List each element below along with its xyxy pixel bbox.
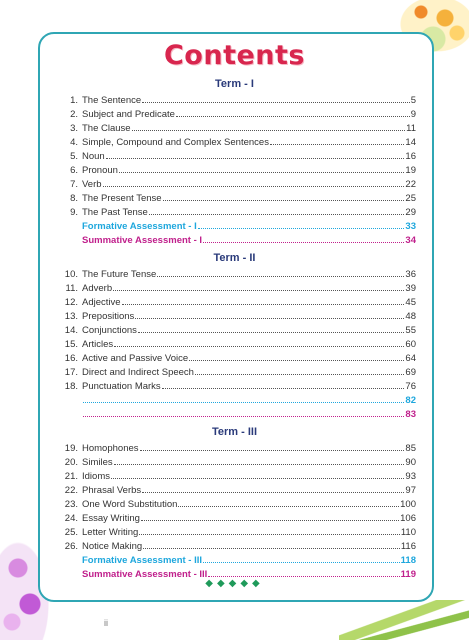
entry-number: 11. bbox=[65, 283, 78, 294]
term-2-heading: Term - II bbox=[213, 252, 256, 264]
entry-title: Articles bbox=[82, 339, 114, 350]
toc-entry bbox=[56, 406, 416, 420]
entry-number: 8. bbox=[70, 193, 78, 204]
entry-page: 64 bbox=[405, 353, 416, 364]
entry-page: 19 bbox=[405, 165, 416, 176]
entry-title: Conjunctions bbox=[82, 325, 137, 336]
term-3-heading: Term - III bbox=[211, 426, 258, 438]
dot-leader bbox=[111, 468, 404, 479]
toc-entry bbox=[56, 148, 416, 162]
entry-page: 5 bbox=[410, 95, 416, 106]
dot-leader bbox=[138, 322, 405, 333]
entry-page: 100 bbox=[400, 499, 416, 510]
entry-number: 18. bbox=[64, 381, 78, 392]
page-title: Contents bbox=[163, 40, 305, 71]
toc-entry bbox=[56, 266, 416, 280]
entry-page: 48 bbox=[405, 311, 416, 322]
entry-title: Adverb bbox=[82, 283, 113, 294]
dot-leader bbox=[141, 510, 399, 521]
dot-leader bbox=[176, 106, 410, 117]
entry-number: 10. bbox=[64, 269, 78, 280]
dot-leader bbox=[122, 294, 405, 305]
entry-number: 22. bbox=[64, 485, 78, 496]
toc-entry bbox=[56, 232, 416, 246]
toc-entry bbox=[56, 392, 416, 406]
dot-leader bbox=[270, 134, 404, 145]
toc-entry bbox=[56, 524, 416, 538]
entry-page: 45 bbox=[405, 297, 416, 308]
toc-entry bbox=[56, 190, 416, 204]
entry-title: One Word Substitution bbox=[82, 499, 178, 510]
toc-entry bbox=[56, 204, 416, 218]
entry-title: Summative Assessment - I bbox=[82, 235, 203, 246]
entry-page: 93 bbox=[405, 471, 416, 482]
entry-number: 24. bbox=[64, 513, 78, 524]
entry-number: 26. bbox=[64, 541, 78, 552]
entry-title: Direct and Indirect Speech bbox=[82, 367, 194, 378]
entry-title: Adjective bbox=[82, 297, 121, 308]
leaf-decoration-bottom-right bbox=[339, 600, 469, 640]
entry-page: 90 bbox=[405, 457, 416, 468]
entry-number: 3. bbox=[70, 123, 78, 134]
entry-title: Essay Writing bbox=[82, 513, 140, 524]
entry-page: 60 bbox=[405, 339, 416, 350]
entry-number: 17. bbox=[64, 367, 78, 378]
toc-entry bbox=[56, 364, 416, 378]
dot-leader bbox=[178, 496, 399, 507]
toc-entry bbox=[56, 162, 416, 176]
dot-leader bbox=[140, 440, 405, 451]
diamond-ornament-row: ◆◆◆◆◆ bbox=[205, 578, 264, 589]
toc-entry bbox=[56, 308, 416, 322]
entry-title: Phrasal Verbs bbox=[82, 485, 142, 496]
dot-leader bbox=[157, 266, 404, 277]
entry-number: 6. bbox=[70, 165, 78, 176]
entry-number: 20. bbox=[64, 457, 78, 468]
toc-entry bbox=[56, 454, 416, 468]
dot-leader bbox=[103, 176, 405, 187]
toc-entry bbox=[56, 336, 416, 350]
toc-entry bbox=[56, 510, 416, 524]
entry-title: Subject and Predicate bbox=[82, 109, 175, 120]
dot-leader bbox=[83, 406, 404, 417]
entry-number: 21. bbox=[64, 471, 78, 482]
entry-page: 116 bbox=[400, 541, 416, 552]
entry-page: 9 bbox=[410, 109, 416, 120]
entry-title: The Past Tense bbox=[82, 207, 148, 218]
entry-page: 110 bbox=[400, 527, 416, 538]
term-2-list bbox=[56, 266, 416, 420]
toc-entry bbox=[56, 134, 416, 148]
entry-page: 16 bbox=[405, 151, 416, 162]
dot-leader bbox=[114, 336, 404, 347]
dot-leader bbox=[143, 538, 400, 549]
entry-title: Notice Making bbox=[82, 541, 143, 552]
toc-entry bbox=[56, 120, 416, 134]
entry-number: 14. bbox=[64, 325, 78, 336]
toc-entry bbox=[56, 106, 416, 120]
entry-title: Verb bbox=[82, 179, 102, 190]
entry-page: 76 bbox=[405, 381, 416, 392]
entry-number: 4. bbox=[70, 137, 78, 148]
entry-number: 13. bbox=[64, 311, 78, 322]
dot-leader bbox=[113, 280, 404, 291]
dot-leader bbox=[114, 454, 405, 465]
entry-title: The Present Tense bbox=[82, 193, 162, 204]
entry-number: 2. bbox=[70, 109, 78, 120]
entry-page: 39 bbox=[405, 283, 416, 294]
dot-leader bbox=[203, 552, 400, 563]
dot-leader bbox=[119, 162, 405, 173]
term-3-list bbox=[56, 440, 416, 580]
toc-entry bbox=[56, 440, 416, 454]
term-1-heading: Term - I bbox=[215, 78, 254, 90]
dot-leader bbox=[163, 190, 405, 201]
entry-number: 15. bbox=[64, 339, 78, 350]
page-number: ii bbox=[104, 618, 108, 628]
dot-leader bbox=[139, 524, 400, 535]
entry-number: 19. bbox=[64, 443, 78, 454]
toc-entry bbox=[56, 176, 416, 190]
dot-leader bbox=[132, 120, 406, 131]
entry-page: 97 bbox=[405, 485, 416, 496]
entry-title: Punctuation Marks bbox=[82, 381, 161, 392]
toc-entry bbox=[56, 350, 416, 364]
toc-entry bbox=[56, 322, 416, 336]
dot-leader bbox=[142, 92, 410, 103]
entry-page: 22 bbox=[405, 179, 416, 190]
toc-entry bbox=[56, 468, 416, 482]
dot-leader bbox=[198, 218, 405, 229]
dot-leader bbox=[135, 308, 404, 319]
entry-page: 106 bbox=[400, 513, 416, 524]
toc-entry bbox=[56, 378, 416, 392]
entry-page: 25 bbox=[405, 193, 416, 204]
entry-page: 11 bbox=[406, 123, 416, 134]
entry-page: 36 bbox=[405, 269, 416, 280]
toc-entry bbox=[56, 482, 416, 496]
entry-title: Summative Assessment - III bbox=[82, 569, 208, 580]
entry-page: 55 bbox=[405, 325, 416, 336]
toc-entry bbox=[56, 552, 416, 566]
term-1-list bbox=[56, 92, 416, 246]
entry-title: Active and Passive Voice bbox=[82, 353, 189, 364]
entry-number: 1. bbox=[70, 95, 78, 106]
entry-page: 83 bbox=[405, 409, 416, 420]
entry-page: 69 bbox=[405, 367, 416, 378]
entry-number: 12. bbox=[64, 297, 78, 308]
toc-entry bbox=[56, 538, 416, 552]
entry-title: Prepositions bbox=[82, 311, 135, 322]
entry-title: Similes bbox=[82, 457, 113, 468]
entry-page: 33 bbox=[405, 221, 416, 232]
entry-page: 85 bbox=[405, 443, 416, 454]
entry-number: 5. bbox=[70, 151, 78, 162]
toc-entry bbox=[56, 280, 416, 294]
toc-entry bbox=[56, 496, 416, 510]
entry-title: Noun bbox=[82, 151, 105, 162]
dot-leader bbox=[189, 350, 404, 361]
entry-title: The Future Tense bbox=[82, 269, 157, 280]
entry-page: 82 bbox=[405, 395, 416, 406]
entry-title: Letter Writing bbox=[82, 527, 139, 538]
toc-entry bbox=[56, 92, 416, 106]
entry-number: 7. bbox=[70, 179, 78, 190]
entry-title: Formative Assessment - III bbox=[82, 555, 203, 566]
entry-title: The Clause bbox=[82, 123, 131, 134]
entry-number: 25. bbox=[64, 527, 78, 538]
entry-page: 118 bbox=[400, 555, 416, 566]
dot-leader bbox=[208, 566, 399, 577]
entry-title: Homophones bbox=[82, 443, 139, 454]
entry-title: Simple, Compound and Complex Sentences bbox=[82, 137, 269, 148]
entry-title: Pronoun bbox=[82, 165, 118, 176]
dot-leader bbox=[203, 232, 404, 243]
toc-entry bbox=[56, 218, 416, 232]
dot-leader bbox=[142, 482, 404, 493]
entry-page: 34 bbox=[405, 235, 416, 246]
dot-leader bbox=[149, 204, 405, 215]
entry-page: 14 bbox=[405, 137, 416, 148]
toc-entry bbox=[56, 294, 416, 308]
entry-number: 23. bbox=[64, 499, 78, 510]
dot-leader bbox=[162, 378, 405, 389]
entry-title: The Sentence bbox=[82, 95, 142, 106]
entry-page: 29 bbox=[405, 207, 416, 218]
entry-page: 119 bbox=[400, 569, 416, 580]
entry-title: Idioms bbox=[82, 471, 110, 482]
entry-number: 16. bbox=[64, 353, 78, 364]
dot-leader bbox=[83, 392, 404, 403]
entry-number: 9. bbox=[70, 207, 78, 218]
entry-title: Formative Assessment - I bbox=[82, 221, 197, 232]
dot-leader bbox=[106, 148, 405, 159]
dot-leader bbox=[195, 364, 404, 375]
